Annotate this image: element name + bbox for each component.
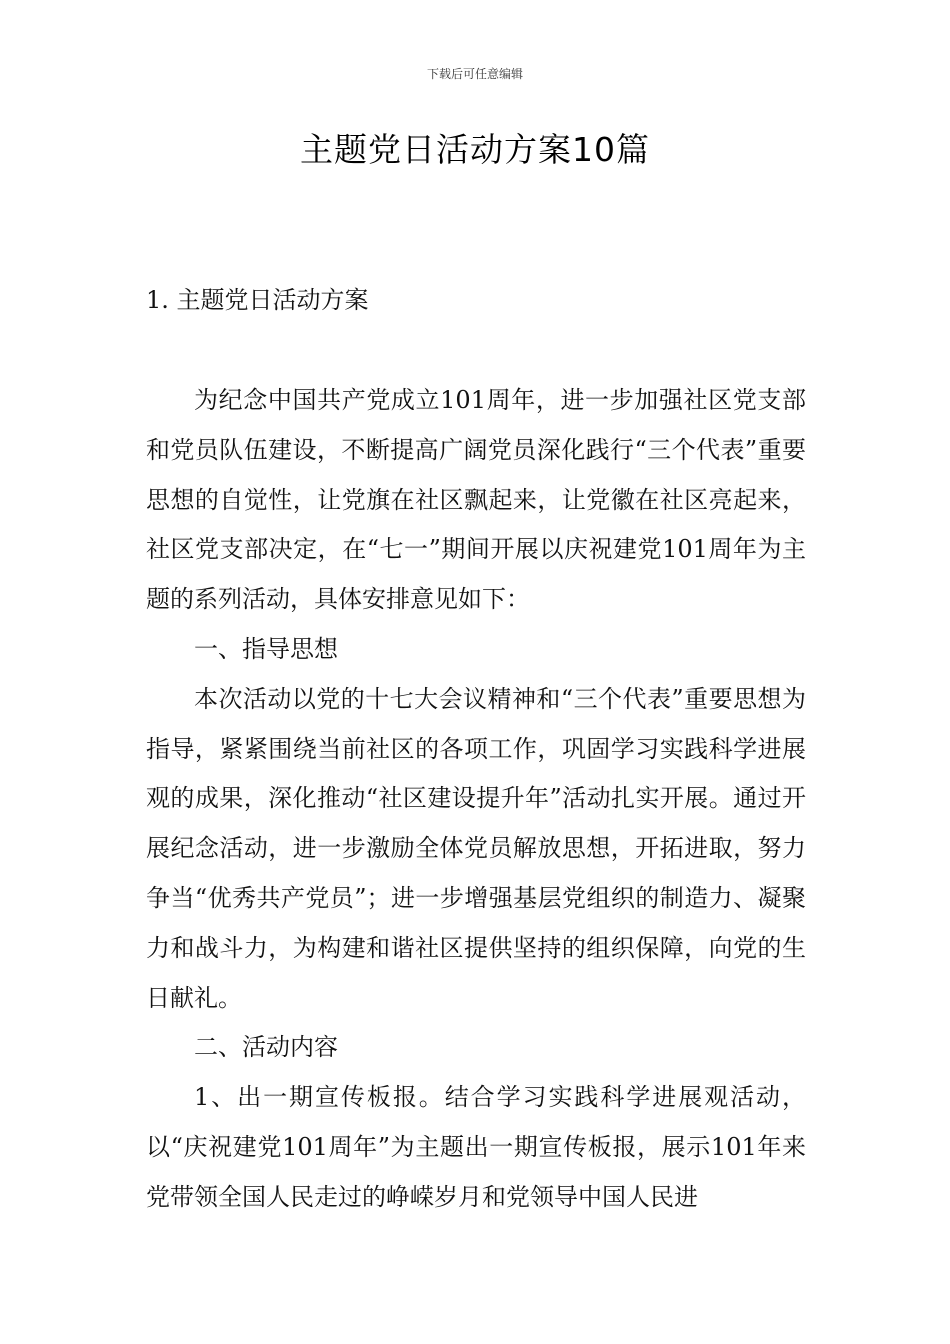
paragraph-heading-guiding-thought: 一、指导思想 [194,634,338,663]
header-note: 下载后可任意编辑 [426,67,523,81]
document-body [146,376,806,1223]
paragraph-activity-item-1: 1、出一期宣传板报。结合学习实践科学进展观活动，以“庆祝建党101周年”为主题出一期宣传板报，展示101年来党带领全国人民走过的峥嵘岁月和党领导中国人民进 [146,1083,806,1211]
paragraph-guiding-thought: 本次活动以党的十七大会议精神和“三个代表”重要思想为指导，紧紧围绕当前社区的各项工作，巩固学习实践科学进展观的成果，深化推动“社区建设提升年”活动扎实开展。通过开展纪念活动，进一步激励全体党员解放思想，开拓进取，努力争当“优秀共产党员”；进一步增强基层党组织的制造力、凝聚力和战斗力，为构建和谐社区提供坚持的组织保障，向党的生日献礼。 [146,684,806,1012]
section-heading: 1. 主题党日活动方案 [146,286,369,314]
paragraph-intro: 为纪念中国共产党成立101周年，进一步加强社区党支部和党员队伍建设，不断提高广阔党员深化践行“三个代表”重要思想的自觉性，让党旗在社区飘起来，让党徽在社区亮起来，社区党支部决定，在“七一”期间开展以庆祝建党101周年为主题的系列活动，具体安排意见如下： [146,386,806,614]
document-title: 主题党日活动方案10篇 [300,130,650,169]
paragraph-heading-activity-content: 二、活动内容 [194,1033,338,1062]
